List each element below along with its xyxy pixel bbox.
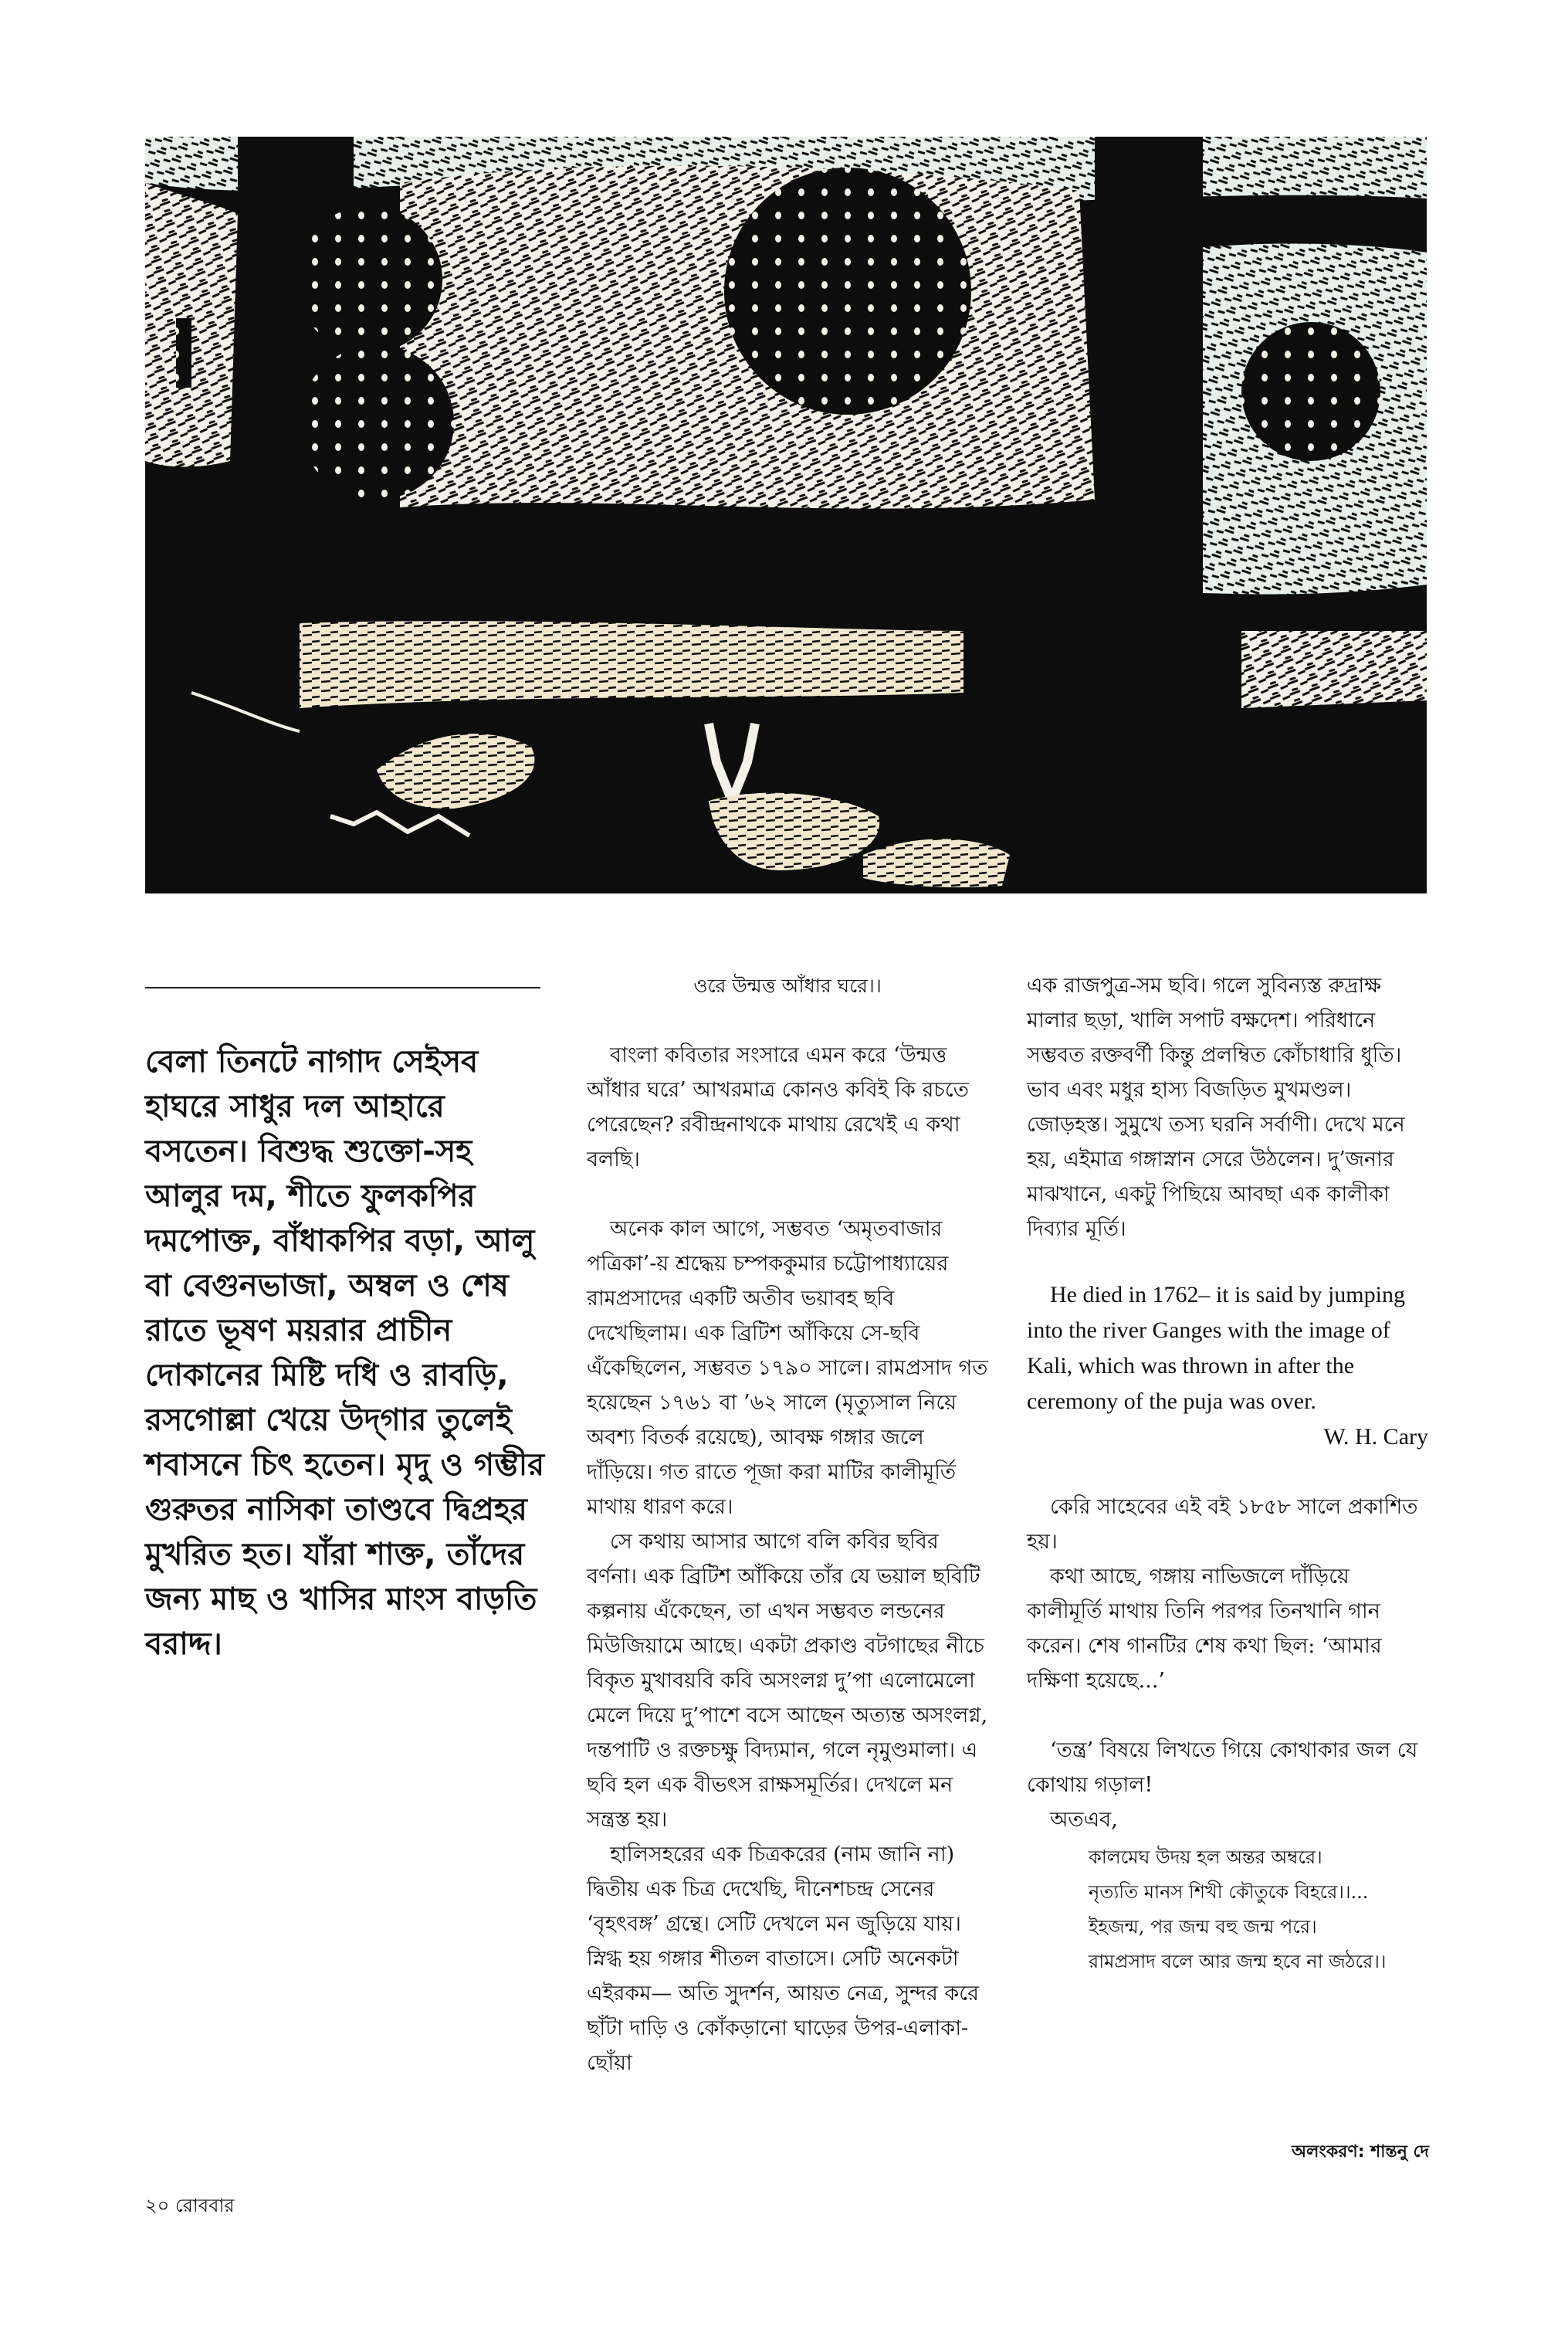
- poem-line: নৃত্যতি মানস শিখী কৌতুকে বিহরে।।...: [1089, 1881, 1369, 1903]
- therefore-line: অতএব,: [1050, 1808, 1118, 1832]
- paragraph: সে কথায় আসার আগে বলি কবির ছবির বর্ণনা। এক ব্রিটিশ আঁকিয়ে তাঁর যে ভয়াল ছবিটি কল্পনায় এঁকেছেন, তা এখন সম্ভবত লন্ডনের মিউজিয়ামে আছে। একটা প্রকাণ্ড বটগাছের নীচে বিকৃত মুখাবয়বি কবি অসংলগ্ন দু’পা এলোমেলো মেলে দিয়ে দু’পাশে বসে আছেন অত্যন্ত অসংলগ্ন, দন্তপাটি ও রক্তচক্ষু বিদ্যমান, গলে নৃমুণ্ডমালা। এ ছবি হল এক বীভৎস রাক্ষসমূর্তির। দেখলে মন সন্ত্রস্ত হয়।: [587, 1530, 988, 1832]
- paragraph: এক রাজপুত্র-সম ছবি। গলে সুবিন্যস্ত রুদ্রাক্ষ মালার ছড়া, খালি সপাট বক্ষদেশ। পরিধানে সম্ভবত রক্তবর্ণী কিন্তু প্রলম্বিত কোঁচাধারি ধুতি। ভাব এবং মধুর হাস্য বিজড়িত মুখমণ্ডল। জোড়হস্ত। সুমুখে তস্য ঘরনি সর্বাণী। দেখে মনে হয়, এইমাত্র গঙ্গাস্নান সেরে উঠলেন। দু’জনার মাঝখানে, একটু পিছিয়ে আবছা এক কালীকা দিব্যার মূর্তি।: [1027, 974, 1405, 1241]
- paragraph: অনেক কাল আগে, সম্ভবত ‘অমৃতবাজার পত্রিকা’-য় শ্রদ্ধেয় চম্পককুমার চট্টোপাধ্যায়ের রামপ্রসাদের একটি অতীব ভয়াবহ ছবি দেখেছিলাম। এক ব্রিটিশ আঁকিয়ে সে-ছবি এঁকেছিলেন, সম্ভবত ১৭৯০ সালে। রামপ্রসাদ গত হয়েছেন ১৭৬১ বা ’৬২ সালে (মৃত্যুসাল নিয়ে অবশ্য বিতর্ক রয়েছে), আবক্ষ গঙ্গার জলে দাঁড়িয়ে। গত রাতে পূজা করা মাটির কালীমূর্তি মাথায় ধারণ করে।: [587, 1217, 988, 1519]
- pull-quote: [145, 1039, 547, 1667]
- english-quote: He died in 1762– it is said by jumping into the river Ganges with the image of Kali, which was thrown in after the ceremony of the puja was over.: [1027, 1282, 1405, 1414]
- paragraph: ‘তন্ত্র’ বিষয়ে লিখতে গিয়ে কোথাকার জল যে কোথায় গড়াল!: [1027, 1738, 1418, 1797]
- poem-line: কালমেঘ উদয় হল অন্তর অম্বরে।: [1089, 1846, 1322, 1868]
- page-folio: ২০ রোববার: [145, 2195, 235, 2216]
- pull-quote-text: বেলা তিনটে নাগাদ সেইসব হাঘরে সাধুর দল আহারে বসতেন। বিশুদ্ধ শুক্তো-সহ আলুর দম, শীতে ফুলকপির দমপোক্ত, বাঁধাকপির বড়া, আলু বা বেগুনভাজা, অম্বল ও শেষ রাতে ভূষণ ময়রার প্রাচীন দোকানের মিষ্টি দধি ও রাবড়ি, রসগোল্লা খেয়ে উদ্‌গার তুলেই শবাসনে চিৎ হতেন। মৃদু ও গম্ভীর গুরুতর নাসিকা তাণ্ডবে দ্বিপ্রহর মুখরিত হত। যাঁরা শাক্ত, তাঁদের জন্য মাছ ও খাসির মাংস বাড়তি বরাদ্দ।: [145, 1044, 545, 1662]
- paragraph: কথা আছে, গঙ্গায় নাভিজলে দাঁড়িয়ে কালীমূর্তি মাথায় তিনি পরপর তিনখানি গান করেন। শেষ গানটির শেষ কথা ছিল: ‘আমার দক্ষিণা হয়েছে...’: [1027, 1565, 1382, 1693]
- article-column-2: [587, 968, 988, 2080]
- article-column-3: [1027, 968, 1428, 1979]
- woodcut-artwork: [145, 137, 1427, 893]
- paragraph: হালিসহরের এক চিত্রকরের (নাম জানি না) দ্বিতীয় এক চিত্র দেখেছি, দীনেশচন্দ্র সেনের ‘বৃহৎবঙ্গ’ গ্রন্থে। সেটি দেখলে মন জুড়িয়ে যায়। স্নিগ্ধ হয় গঙ্গার শীতল বাতাসে। সেটি অনেকটা এইরকম— অতি সুদর্শন, আয়ত নেত্র, সুন্দর করে ছাঁটা দাড়ি ও কোঁকড়ানো ঘাড়ের উপর-এলাকা-ছোঁয়া: [587, 1843, 979, 2075]
- english-quote-block: [1027, 1277, 1428, 1419]
- column-rule: [145, 987, 540, 988]
- epigraph: ওরে উন্মত্ত আঁধার ঘরে।।: [693, 975, 882, 997]
- poem-line: ইহজন্ম, পর জন্ম বহু জন্ম পরে।: [1089, 1916, 1317, 1938]
- poem: [1027, 1840, 1428, 1979]
- poem-line: রামপ্রসাদ বলে আর জন্ম হবে না জঠরে।।: [1089, 1951, 1387, 1972]
- paragraph: বাংলা কবিতার সংসারে এমন করে ‘উন্মত্ত আঁধার ঘরে’ আখরমাত্র কোনও কবিই কি রচতে পেরেছেন? রবীন্দ্রনাথকে মাথায় রেখেই এ কথা বলছি।: [587, 1043, 969, 1171]
- illustration-credit: অলংকরণ: শান্তনু দে: [1291, 2142, 1429, 2162]
- paragraph: কেরি সাহেবের এই বই ১৮৫৮ সালে প্রকাশিত হয়।: [1027, 1495, 1418, 1554]
- quote-author: W. H. Cary: [1323, 1424, 1428, 1450]
